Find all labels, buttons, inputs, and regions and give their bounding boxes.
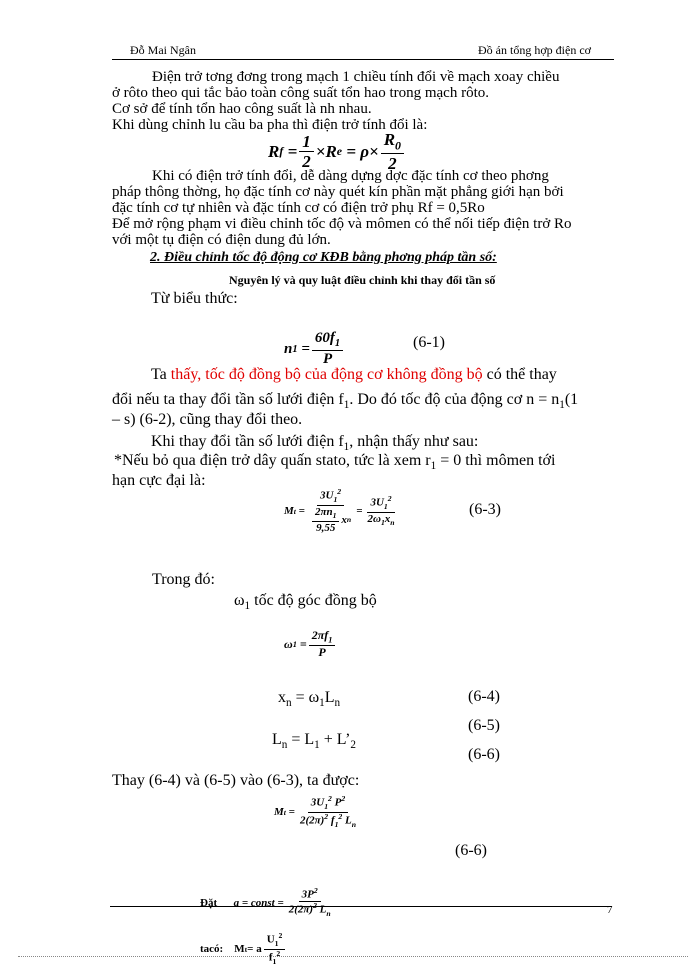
header-author: Đỗ Mai Ngân xyxy=(130,43,196,57)
omega-description: $\omega_1$ tốc độ góc đồng bộ xyxy=(234,592,377,613)
equation-omega: ω 1 = $\frac{2\pi f_1}{P}$ xyxy=(284,629,337,660)
equation-6-6: M t = $\frac{3U_1^2 P^2}{2(2\pi)^2 f_1^2 L_n}$ xyxy=(274,794,357,829)
para2-line1: Khi có điện trở tính đổi, dễ dàng dựng dợc đặc tính cơ theo phơng xyxy=(152,168,549,184)
equation-rf: R f = $\frac{1}{2}$ × R e = ρ × $\frac{R_0}{2}$ xyxy=(268,130,406,174)
page-edge-dotted-rule xyxy=(18,956,688,957)
para2-line4: Để mở rộng phạm vi điều chỉnh tốc độ và mômen có thể nối tiếp điện trở Ro xyxy=(112,216,572,232)
equation-6-5-label: (6-5) xyxy=(468,717,500,734)
section-subheading: Nguyên lý và quy luật điều chỉnh khi thay đổi tần số xyxy=(229,273,496,287)
last-equation: tacó: M t = a $\frac{U_1^2}{f_1^2}$ xyxy=(200,932,287,966)
equation-6-6a-label: (6-6) xyxy=(468,746,500,763)
substitute-line: Thay (6-4) và (6-5) vào (6-3), ta được: xyxy=(112,772,360,789)
para2-line5: với một tụ điện có điện dung đủ lớn. xyxy=(112,232,331,248)
para3-line1: Ta thấy, tốc độ đồng bộ của động cơ không đồng bộ có thể thay xyxy=(151,366,557,383)
para3-line3: – s) (6-2), cũng thay đổi theo. xyxy=(112,411,303,428)
para2-line2: pháp thông thờng, họ đặc tính cơ này quét kín phần mặt phẳng giới hạn bởi xyxy=(112,184,564,200)
equation-6-6-label: (6-6) xyxy=(455,842,487,859)
equation-6-4-label: (6-4) xyxy=(468,688,500,705)
para2-line3: đặc tính cơ tự nhiên và đặc tính cơ có điện trở phụ Rf = 0,5Ro xyxy=(112,200,485,216)
equation-6-1: n 1 = $\frac{60f_1}{P}$ xyxy=(284,330,345,368)
equation-6-5: $L_n = L_1$ + $L’_2$ xyxy=(272,731,357,752)
para1-line2: ở rôto theo qui tắc bảo toàn công suất tổn hao trong mạch rôto. xyxy=(112,85,490,101)
para1-line3: Cơ sở để tính tổn hao công suất là nh nhau. xyxy=(112,101,372,117)
page-number: 7 xyxy=(607,904,613,916)
from-expression: Từ biểu thức: xyxy=(151,290,238,307)
footer-equation-a: Đặt a = const = $\frac{3P^2}{2(2\pi)^2 L_n}$ xyxy=(200,886,331,919)
header-title: Đồ án tổng hợp điện cơ xyxy=(478,43,592,57)
para1-line1: Điện trở tơng đơng trong mạch 1 chiều tính đổi về mạch xoay chiều xyxy=(152,69,560,85)
equation-6-3: M t = $3U_1^2$ $\frac{2\pi n_1}{9,55}$ x n = $\frac{3U_1^2}{2\omega_1x_n}$ xyxy=(284,487,395,534)
para3-line6: hạn cực đại là: xyxy=(112,472,206,489)
section-heading: 2. Điều chỉnh tốc độ động cơ KĐB bằng phơng pháp tần số: xyxy=(150,250,497,265)
header-rule xyxy=(112,59,614,60)
para3-line5: *Nếu bỏ qua điện trở dây quấn stato, tức là xem $r_1 = 0$ thì mômen tới xyxy=(114,452,556,473)
footer-rule xyxy=(110,906,612,907)
equation-6-1-label: (6-1) xyxy=(413,334,445,351)
para1-line4: Khi dùng chỉnh lu cầu ba pha thì điện trở tính đổi là: xyxy=(112,117,428,133)
para3-line4: Khi thay đổi tần số lưới điện $f_1$, nhận thấy như sau: xyxy=(151,433,479,454)
equation-6-3-label: (6-3) xyxy=(469,501,501,518)
equation-6-4: $x_n = \omega_1L_n$ xyxy=(278,689,341,710)
where-label: Trong đó: xyxy=(152,571,215,588)
para3-line2: đổi nếu ta thay đổi tần số lưới điện $f_1$. Do đó tốc độ của động cơ $n = n_1(1$ xyxy=(112,391,579,412)
